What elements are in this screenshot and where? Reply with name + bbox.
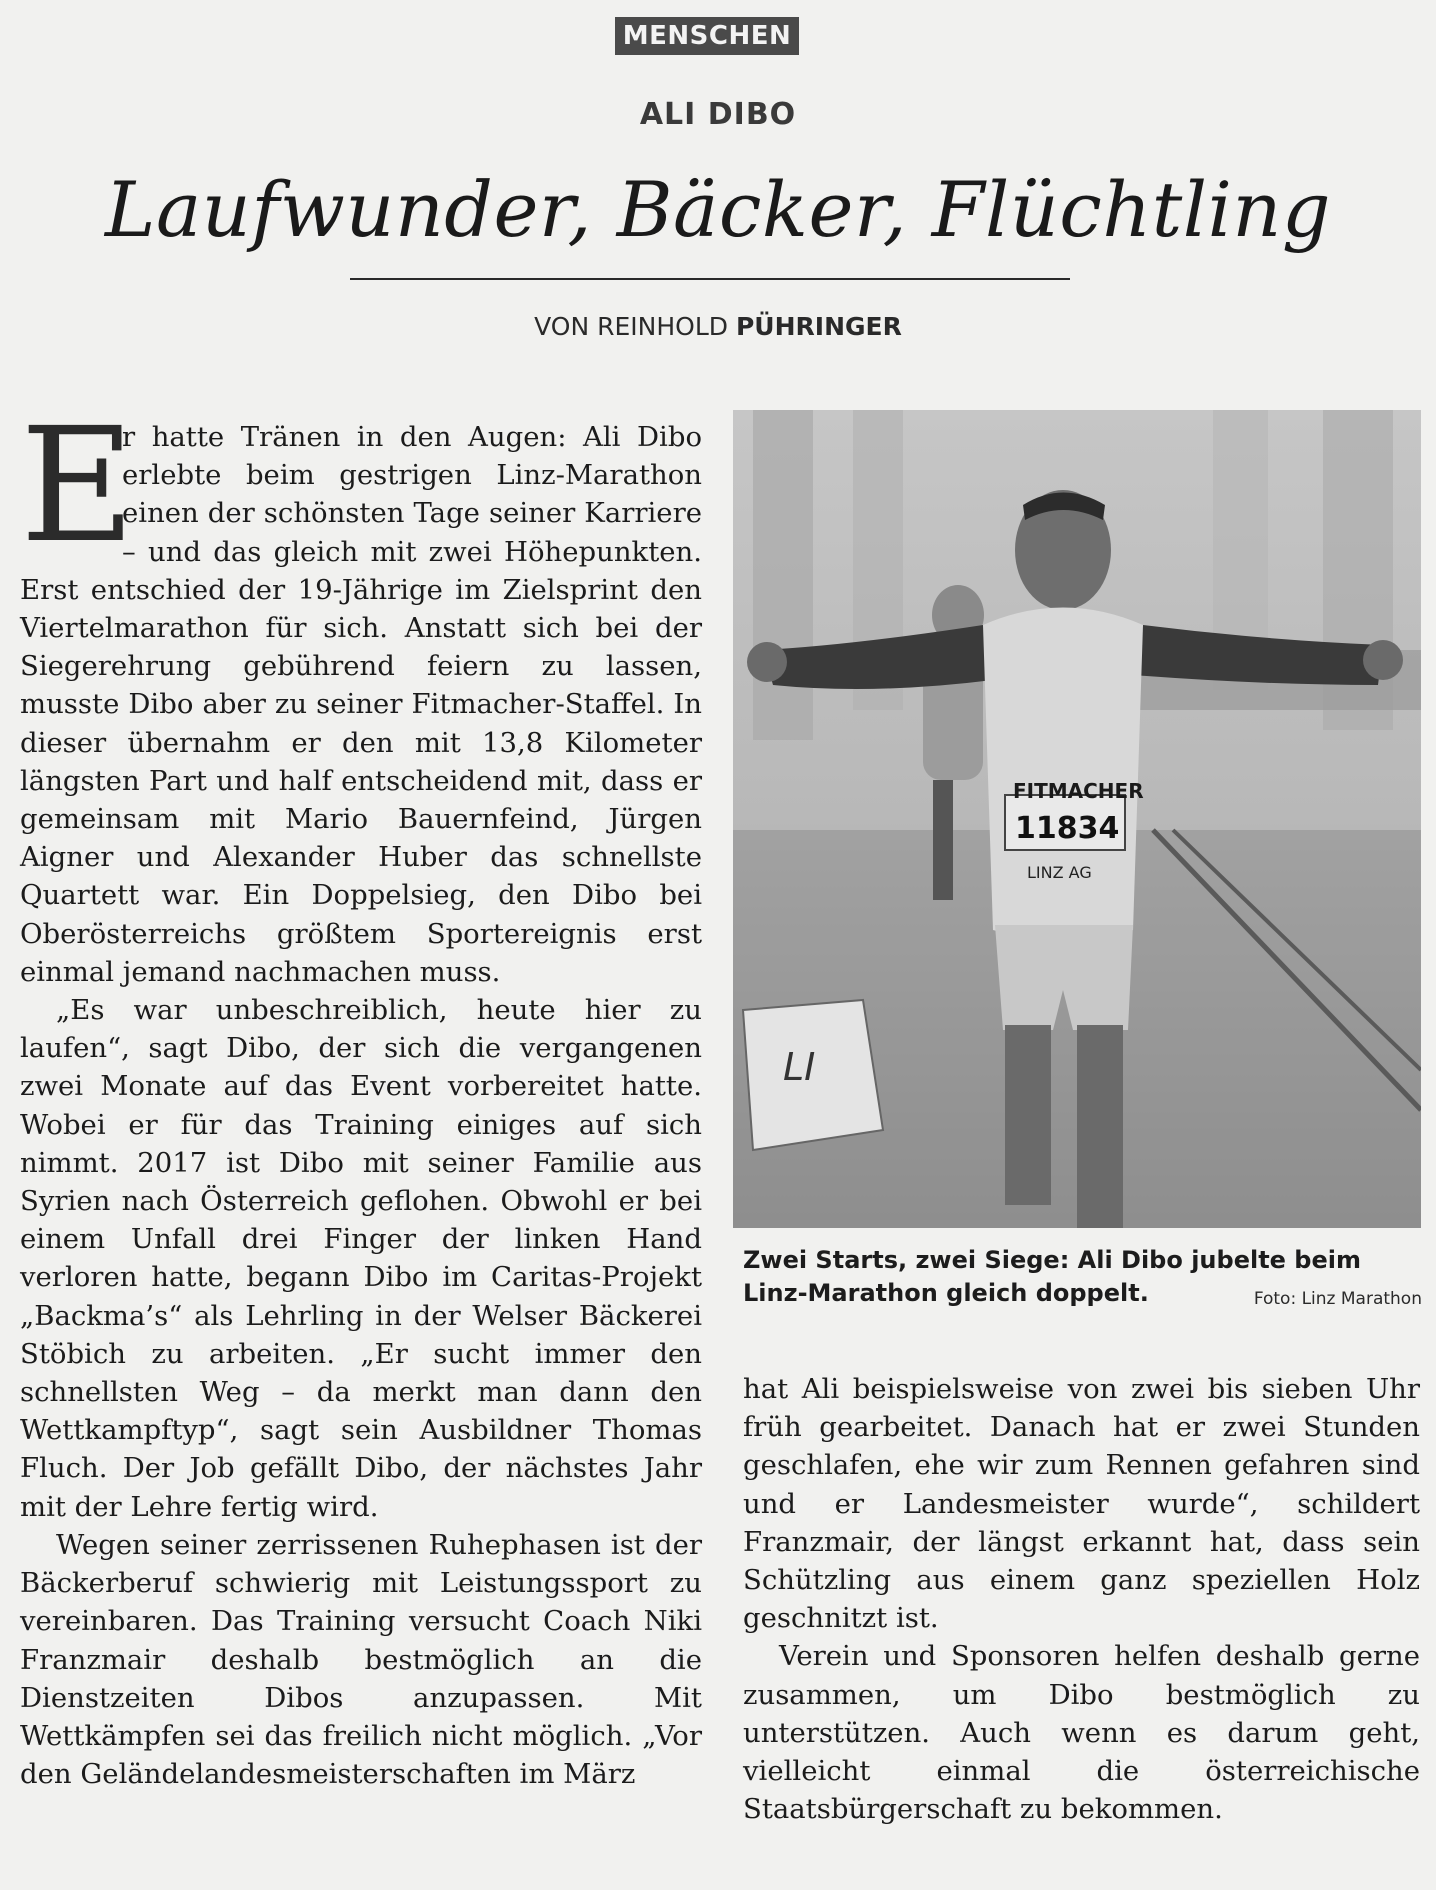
article-paragraph-2: „Es war unbeschreiblich, heute hier zu laufen“, sagt Dibo, der sich die vergangenen zwei Monate auf das Event vorbereitet hatte. Wobei er für das Training einiges auf sich nimmt. 2017 ist Dibo mit seiner Familie aus Syrien nach Österreich geflohen. Obwohl er bei einem Unfall drei Finger der linken Hand verloren hatte, begann Dibo im Caritas-Projekt „Backma’s“ als Lehrling in der Welser Bäckerei Stöbich zu arbeiten. „Er sucht immer den schnellsten Weg – da merkt man dann den Wettkampftyp“, sagt sein Ausbildner Thomas Fluch. Der Job gefällt Dibo, der nächstes Jahr mit der Lehre fertig wird. xyxy=(20,994,702,1523)
article-column-left xyxy=(20,394,702,1793)
bib-number: 11834 xyxy=(1015,811,1120,846)
article-column-right xyxy=(743,1370,1420,1828)
article-paragraph-1 xyxy=(20,394,702,991)
runner-singlet xyxy=(983,608,1143,941)
article-headline: Laufwunder, Bäcker, Flüchtling xyxy=(104,165,1332,254)
runner-left-leg xyxy=(1005,1025,1051,1205)
runner-right-fist xyxy=(1363,640,1403,680)
photo-caption-text: Zwei Starts, zwei Siege: Ali Dibo jubelte beim Linz-Marathon gleich doppelt. xyxy=(743,1246,1361,1307)
drop-cap: E xyxy=(20,394,136,578)
building-column xyxy=(753,410,813,740)
section-label: MENSCHEN xyxy=(615,17,799,55)
article-kicker: ALI DIBO xyxy=(639,97,797,132)
runner-left-fist xyxy=(747,642,787,682)
street-sign-text: LI xyxy=(783,1045,816,1089)
byline-prefix: VON REINHOLD xyxy=(534,312,729,341)
article-paragraph-4: hat Ali beispielsweise von zwei bis sieben Uhr früh gearbeitet. Danach hat er zwei Stunden geschlafen, ehe wir zum Rennen gefahren sind und er Landesmeister wurde“, schildert Franzmair, der längst erkannt hat, dass sein Schützling aus einem ganz speziellen Holz geschnitzt ist. xyxy=(743,1373,1420,1635)
headline-divider xyxy=(350,278,1070,280)
article-paragraph-5: Verein und Sponsoren helfen deshalb gerne zusammen, um Dibo bestmöglich zu unterstützen. Auch wenn es darum geht, vielleicht einmal die österreichische Staatsbürgerschaft zu bekommen. xyxy=(743,1640,1420,1826)
photo-credit: Foto: Linz Marathon xyxy=(1253,1289,1422,1309)
runner-right-leg xyxy=(1077,1025,1123,1228)
paragraph-1-text: r hatte Tränen in den Augen: Ali Dibo erlebte beim gestrigen Linz-Marathon einen der schönsten Tage seiner Karriere – und das gleich mit zwei Höhepunkten. Erst entschied der 19-Jährige im Zielsprint den Viertelmarathon für sich. Anstatt sich bei der Siegerehrung gebührend feiern zu lassen, musste Dibo aber zu seiner Fitmacher-Staffel. In dieser übernahm er den mit 13,8 Kilometer längsten Part und half entscheidend mit, dass er gemeinsam mit Mario Bauernfeind, Jürgen Aigner und Alexander Huber das schnellste Quartett war. Ein Doppelsieg, den Dibo bei Oberösterreichs größtem Sportereignis erst einmal jemand nachmachen muss. xyxy=(20,421,702,988)
background-runner-leg xyxy=(933,780,953,900)
article-byline xyxy=(0,312,1436,341)
bib-footer-text: LINZ AG xyxy=(1027,863,1092,882)
article-photo xyxy=(733,410,1421,1228)
article-paragraph-3: Wegen seiner zerrissenen Ruhephasen ist der Bäckerberuf schwierig mit Leistungssport zu vereinbaren. Das Training versucht Coach Niki Franzmair deshalb bestmöglich an die Dienstzeiten Dibos anzupassen. Mit Wettkämpfen sei das freilich nicht möglich. „Vor den Geländelandesmeisterschaften im März xyxy=(20,1528,702,1791)
byline-author: PÜHRINGER xyxy=(735,312,902,341)
runner-photo-illustration xyxy=(733,410,1421,1228)
bib-sponsor-text: FITMACHER xyxy=(1013,779,1144,803)
